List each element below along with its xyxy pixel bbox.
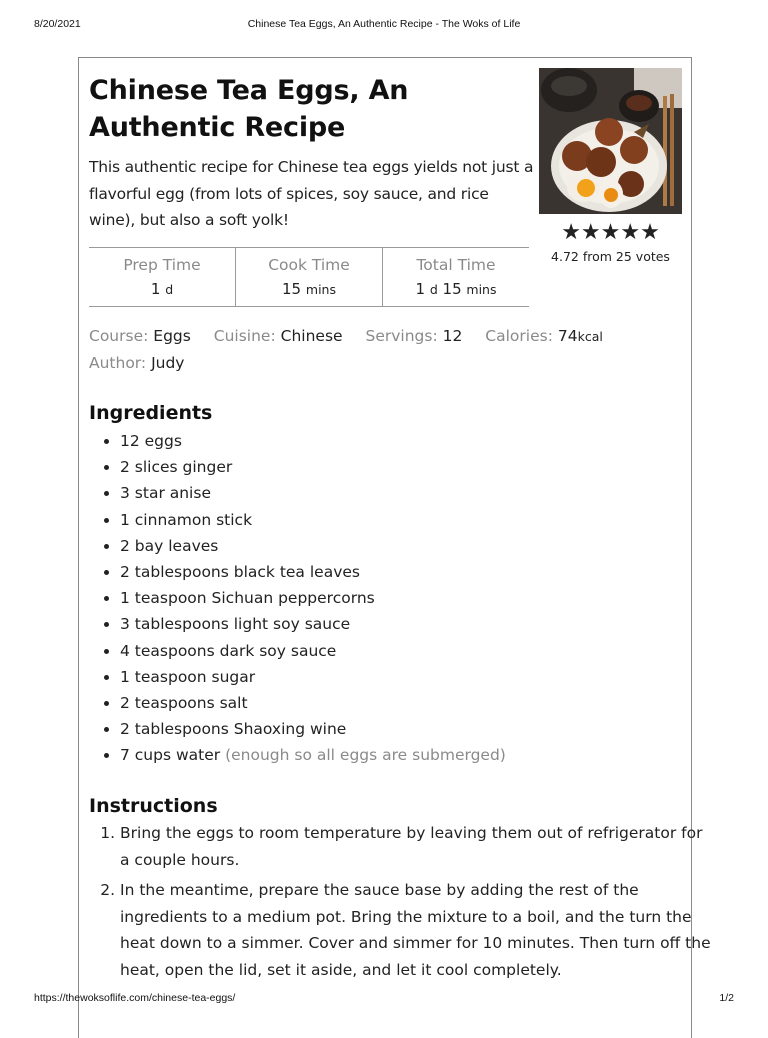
course-value[interactable]: Eggs bbox=[153, 327, 191, 345]
total-time-label: Total Time bbox=[416, 256, 496, 274]
instruction-step: 1. Bring the eggs to room temperature by leaving them out of refrigerator for a couple hours. bbox=[120, 820, 712, 873]
ingredient-text: 3 star anise bbox=[120, 484, 211, 503]
print-footer bbox=[0, 992, 768, 1006]
ingredient-item bbox=[120, 716, 710, 742]
ingredient-text: 1 cinnamon stick bbox=[120, 510, 253, 529]
instructions-heading: Instructions bbox=[89, 795, 218, 817]
servings bbox=[366, 327, 463, 345]
ingredient-item bbox=[120, 585, 710, 611]
ingredient-text: 2 slices ginger bbox=[120, 458, 233, 477]
recipe-summary: This authentic recipe for Chinese tea eggs yields not just a flavorful egg (from lots of spices, soy sauce, and rice wine), but also a soft yolk! bbox=[89, 158, 534, 229]
author-label: Author: bbox=[89, 354, 147, 372]
ingredient-text: 2 bay leaves bbox=[120, 536, 219, 555]
prep-time-value bbox=[89, 280, 235, 298]
rating-summary: 4.72 from 25 votes bbox=[551, 249, 670, 264]
instruction-step: 2. In the meantime, prepare the sauce base by adding the rest of the ingredients to a medium pot. Bring the mixture to a boil, and the turn the heat down to a simmer. Cover and simmer for 10 minutes. Then turn off the heat, open the lid, set it aside, and let it cool completely. bbox=[120, 877, 712, 983]
total-time-mins-unit: mins bbox=[466, 282, 497, 297]
cook-time-label: Cook Time bbox=[268, 256, 350, 274]
ingredients-list bbox=[89, 428, 710, 769]
meta-row-2 bbox=[89, 350, 679, 377]
total-time-mins: 15 bbox=[442, 280, 462, 298]
course-label: Course: bbox=[89, 327, 149, 345]
recipe-photo bbox=[539, 68, 682, 214]
cuisine-value[interactable]: Chinese bbox=[280, 327, 343, 345]
ingredient-note: (enough so all eggs are submerged) bbox=[225, 746, 506, 765]
total-time-days-unit: d bbox=[429, 282, 438, 297]
calories-unit: kcal bbox=[577, 329, 603, 344]
print-page-number: 1/2 bbox=[719, 992, 734, 1004]
print-date: 8/20/2021 bbox=[34, 18, 81, 30]
total-time bbox=[382, 248, 529, 306]
ingredient-text: 2 tablespoons black tea leaves bbox=[120, 563, 360, 582]
prep-time-unit: d bbox=[165, 282, 174, 297]
servings-value[interactable]: 12 bbox=[442, 327, 463, 345]
print-url: https://thewoksoflife.com/chinese-tea-eggs/ bbox=[34, 992, 236, 1004]
prep-time bbox=[89, 248, 235, 306]
calories-value: 74 bbox=[557, 327, 578, 345]
cuisine-label: Cuisine: bbox=[213, 327, 276, 345]
recipe-meta bbox=[89, 323, 679, 377]
calories bbox=[485, 327, 603, 345]
instructions-list bbox=[89, 820, 712, 987]
cook-time-value bbox=[236, 280, 382, 298]
ingredient-item bbox=[120, 533, 710, 559]
calories-label: Calories: bbox=[485, 327, 553, 345]
ingredient-text: 1 teaspoon Sichuan peppercorns bbox=[120, 589, 375, 608]
ingredient-text: 3 tablespoons light soy sauce bbox=[120, 615, 351, 634]
ingredient-item bbox=[120, 480, 710, 506]
ingredient-item bbox=[120, 507, 710, 533]
author-value: Judy bbox=[151, 354, 185, 372]
print-page-title: Chinese Tea Eggs, An Authentic Recipe - The Woks of Life bbox=[247, 18, 521, 30]
ingredient-text: 2 tablespoons Shaoxing wine bbox=[120, 720, 347, 739]
prep-time-label: Prep Time bbox=[123, 256, 201, 274]
ingredient-item bbox=[120, 559, 710, 585]
ingredient-text: 2 teaspoons salt bbox=[120, 694, 248, 713]
prep-time-number: 1 bbox=[150, 280, 161, 298]
ingredient-item bbox=[120, 690, 710, 716]
course bbox=[89, 327, 191, 345]
ingredients-heading: Ingredients bbox=[89, 402, 213, 424]
ingredient-text: 7 cups water bbox=[120, 746, 221, 765]
cook-time-number: 15 bbox=[282, 280, 302, 298]
servings-label: Servings: bbox=[365, 327, 438, 345]
ingredient-text: 12 eggs bbox=[120, 432, 182, 450]
ingredient-item bbox=[120, 611, 710, 637]
ingredient-text: 1 teaspoon sugar bbox=[120, 667, 256, 686]
time-box bbox=[89, 247, 529, 307]
total-time-value bbox=[383, 280, 529, 298]
meta-row-1 bbox=[89, 323, 679, 350]
tea-eggs-photo bbox=[539, 68, 682, 214]
recipe-title: Chinese Tea Eggs, An Authentic Recipe bbox=[89, 75, 409, 143]
rating-stars[interactable]: ★★★★★ bbox=[561, 220, 660, 245]
print-header bbox=[0, 18, 768, 32]
cook-time bbox=[235, 248, 382, 306]
cuisine bbox=[214, 327, 343, 345]
ingredient-item bbox=[120, 664, 710, 690]
cook-time-unit: mins bbox=[305, 282, 336, 297]
ingredient-item bbox=[120, 454, 710, 480]
recipe-card bbox=[78, 57, 711, 1038]
ingredient-item bbox=[120, 638, 710, 664]
ingredient-text: 4 teaspoons dark soy sauce bbox=[120, 641, 337, 660]
ingredient-item bbox=[120, 742, 710, 768]
total-time-days: 1 bbox=[415, 280, 426, 298]
ingredient-item bbox=[120, 428, 710, 454]
